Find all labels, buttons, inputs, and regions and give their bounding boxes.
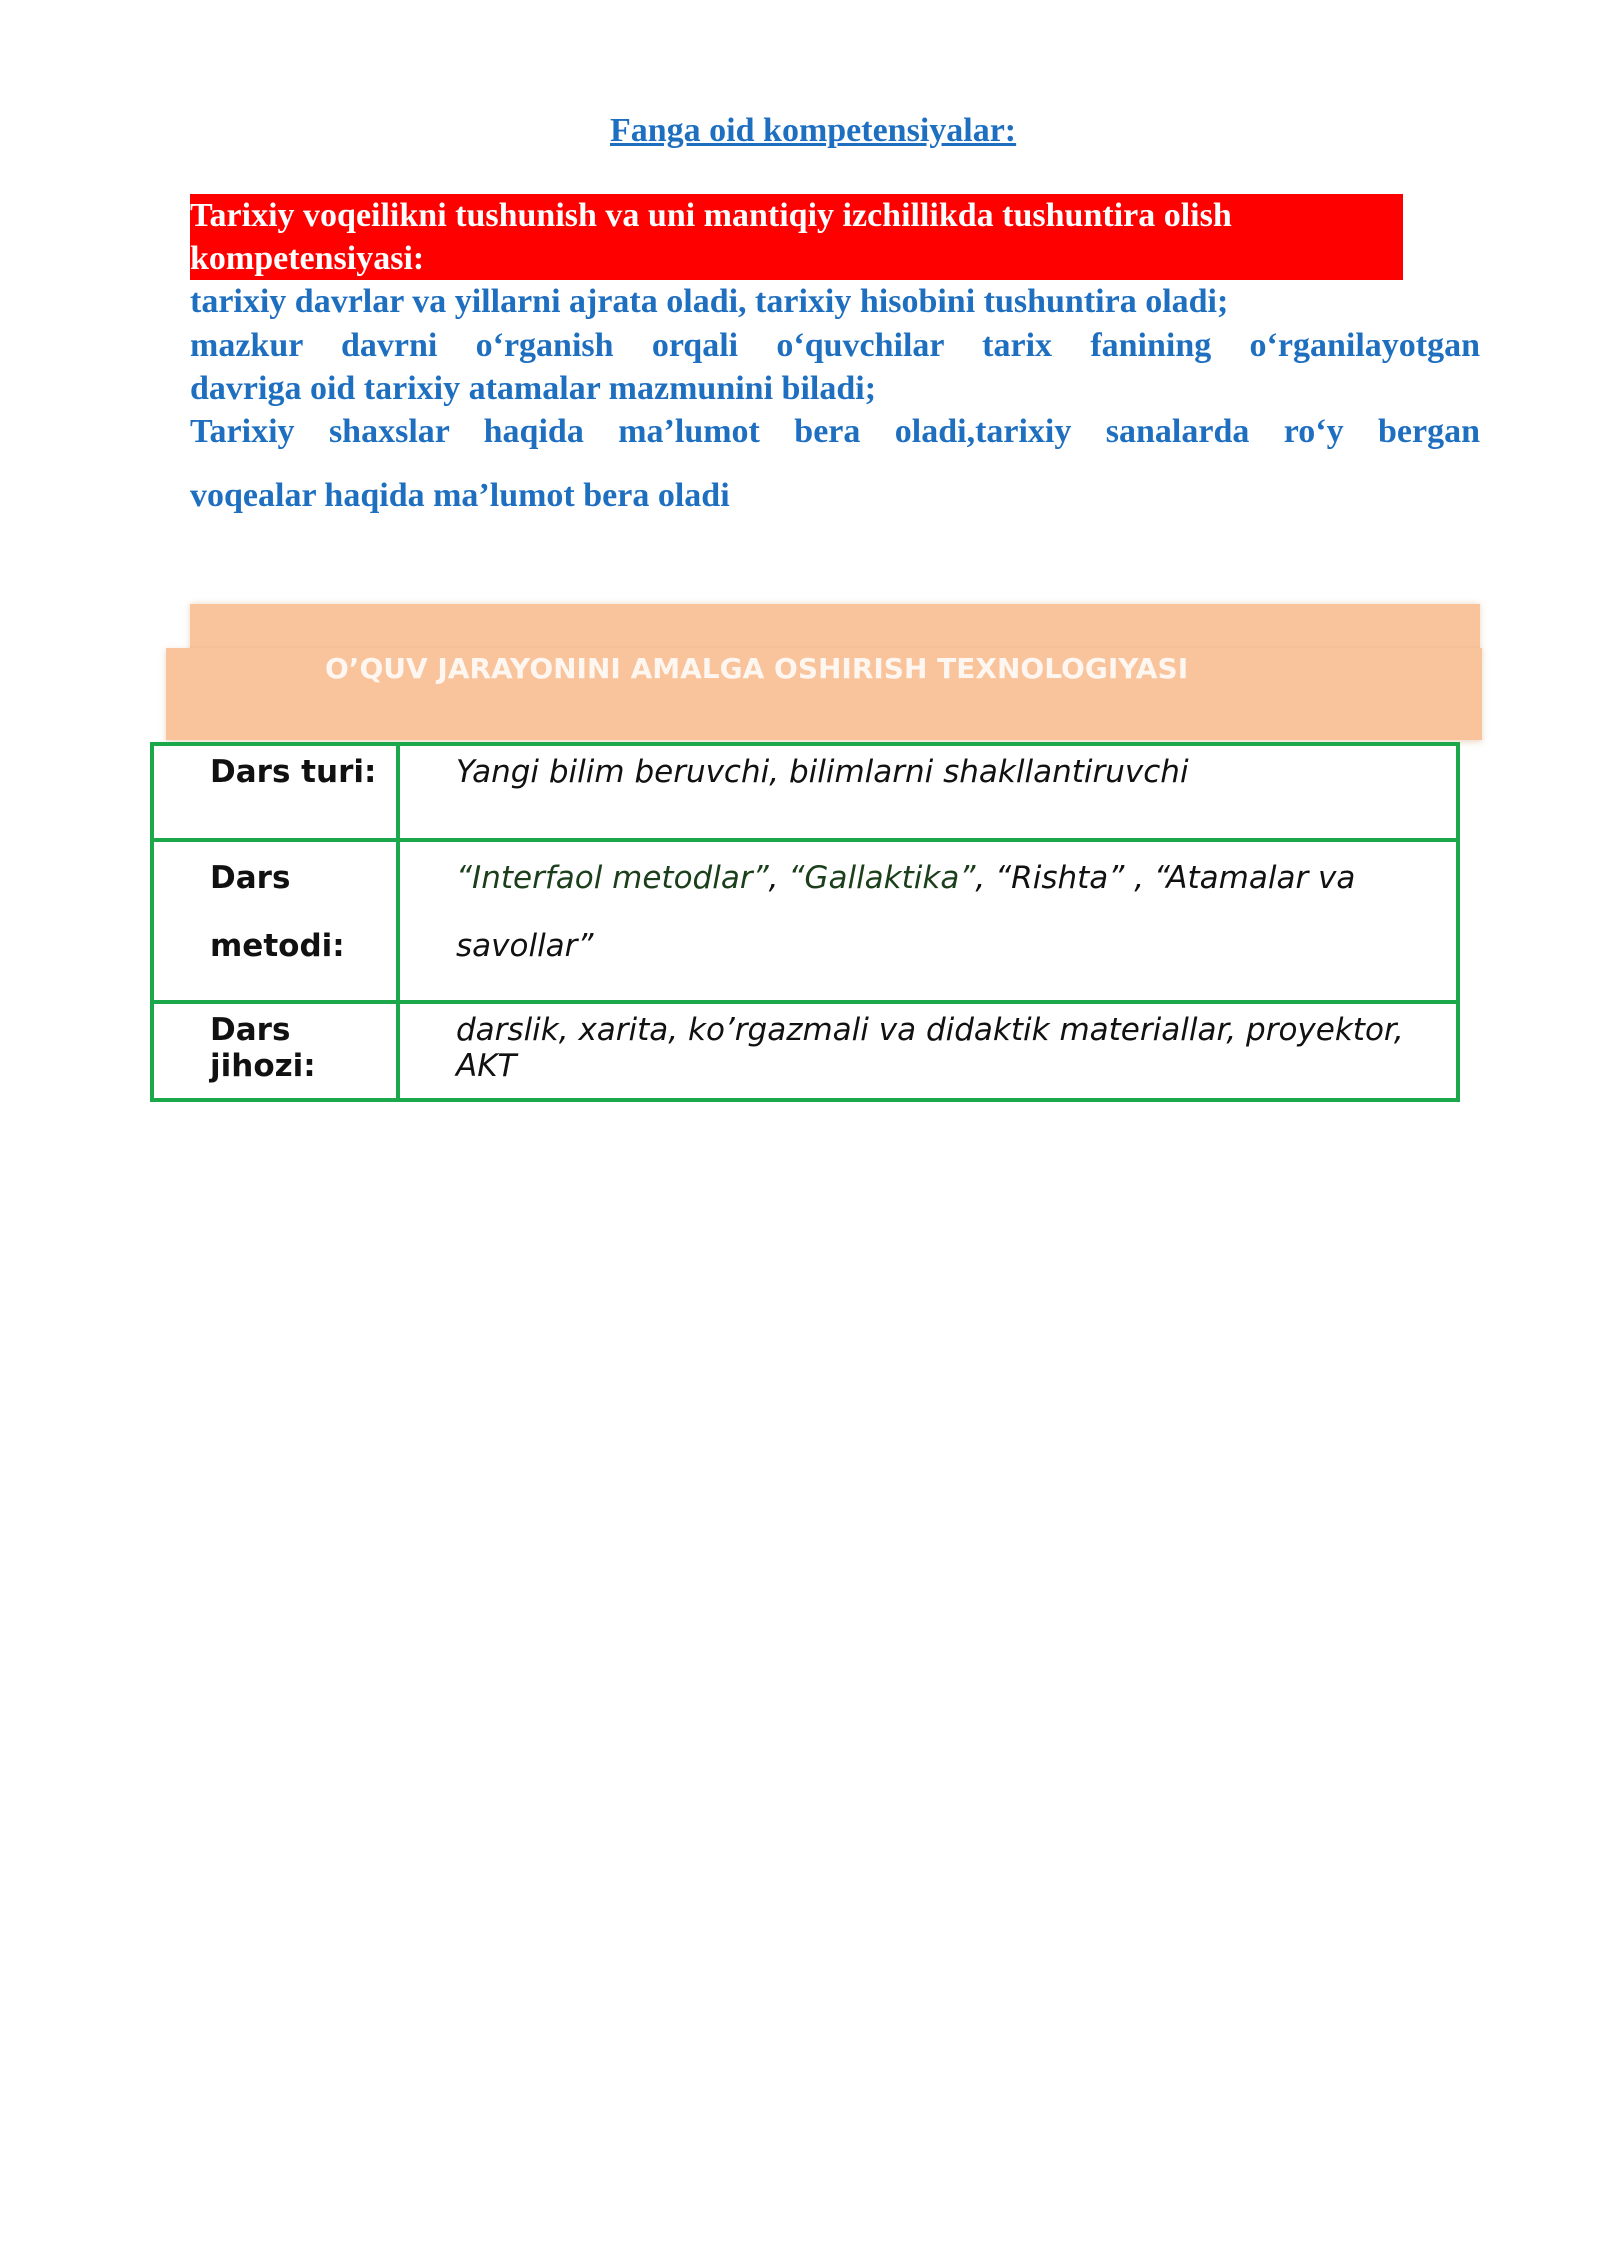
- table-row: [152, 840, 1458, 1002]
- competency-item-1: tarixiy davrlar va yillarni ajrata oladi, tarixiy hisobini tushuntira oladi;: [190, 283, 1229, 320]
- page-heading: Fanga oid kompetensiyalar:: [610, 112, 1017, 149]
- competency-banner: [190, 194, 1403, 280]
- lesson-method-label: [152, 840, 398, 1002]
- competency-item-3-line2: voqealar haqida ma’lumot bera oladi: [190, 477, 730, 514]
- lesson-method-label-line1: Dars: [210, 860, 291, 896]
- lesson-equipment-label: Dars jihozi:: [152, 1002, 398, 1100]
- lesson-type-label: Dars turi:: [152, 744, 398, 840]
- competency-banner-line2: kompetensiyasi:: [190, 240, 425, 277]
- lesson-equipment-value: darslik, xarita, ko’rgazmali va didaktik materiallar, proyektor, AKT: [398, 1002, 1458, 1100]
- table-row: [152, 1002, 1458, 1100]
- competency-item-2-line2: davriga oid tarixiy atamalar mazmunini biladi;: [190, 370, 877, 407]
- competency-item-3-line1: Tarixiy shaxslar haqida ma’lumot bera oladi,tarixiy sanalarda ro‘y bergan: [190, 413, 1480, 450]
- lesson-method-label-line2: metodi:: [210, 928, 345, 964]
- section-banner-back: [190, 604, 1480, 654]
- lesson-method-value-line1: [456, 844, 1456, 912]
- table-row: [152, 744, 1458, 840]
- method-rest: , “Rishta” , “Atamalar va: [975, 860, 1356, 896]
- lesson-method-value: [398, 840, 1458, 1002]
- method-interfaol: “Interfaol metodlar”: [456, 860, 769, 896]
- lesson-type-value: Yangi bilim beruvchi, bilimlarni shakllantiruvchi: [398, 744, 1458, 840]
- method-separator: ,: [768, 860, 789, 896]
- method-gallaktika: “Gallaktika”: [788, 860, 976, 896]
- lesson-method-value-line2: savollar”: [456, 928, 594, 964]
- competency-item-2-line1: mazkur davrni o‘rganish orqali o‘quvchilar tarix fanining o‘rganilayotgan: [190, 327, 1480, 364]
- lesson-info-table: [150, 742, 1460, 1102]
- competency-banner-line1: Tarixiy voqeilikni tushunish va uni mantiqiy izchillikda tushuntira olish: [190, 197, 1232, 234]
- section-title: O’QUV JARAYONINI AMALGA OSHIRISH TEXNOLOGIYASI: [325, 652, 1189, 685]
